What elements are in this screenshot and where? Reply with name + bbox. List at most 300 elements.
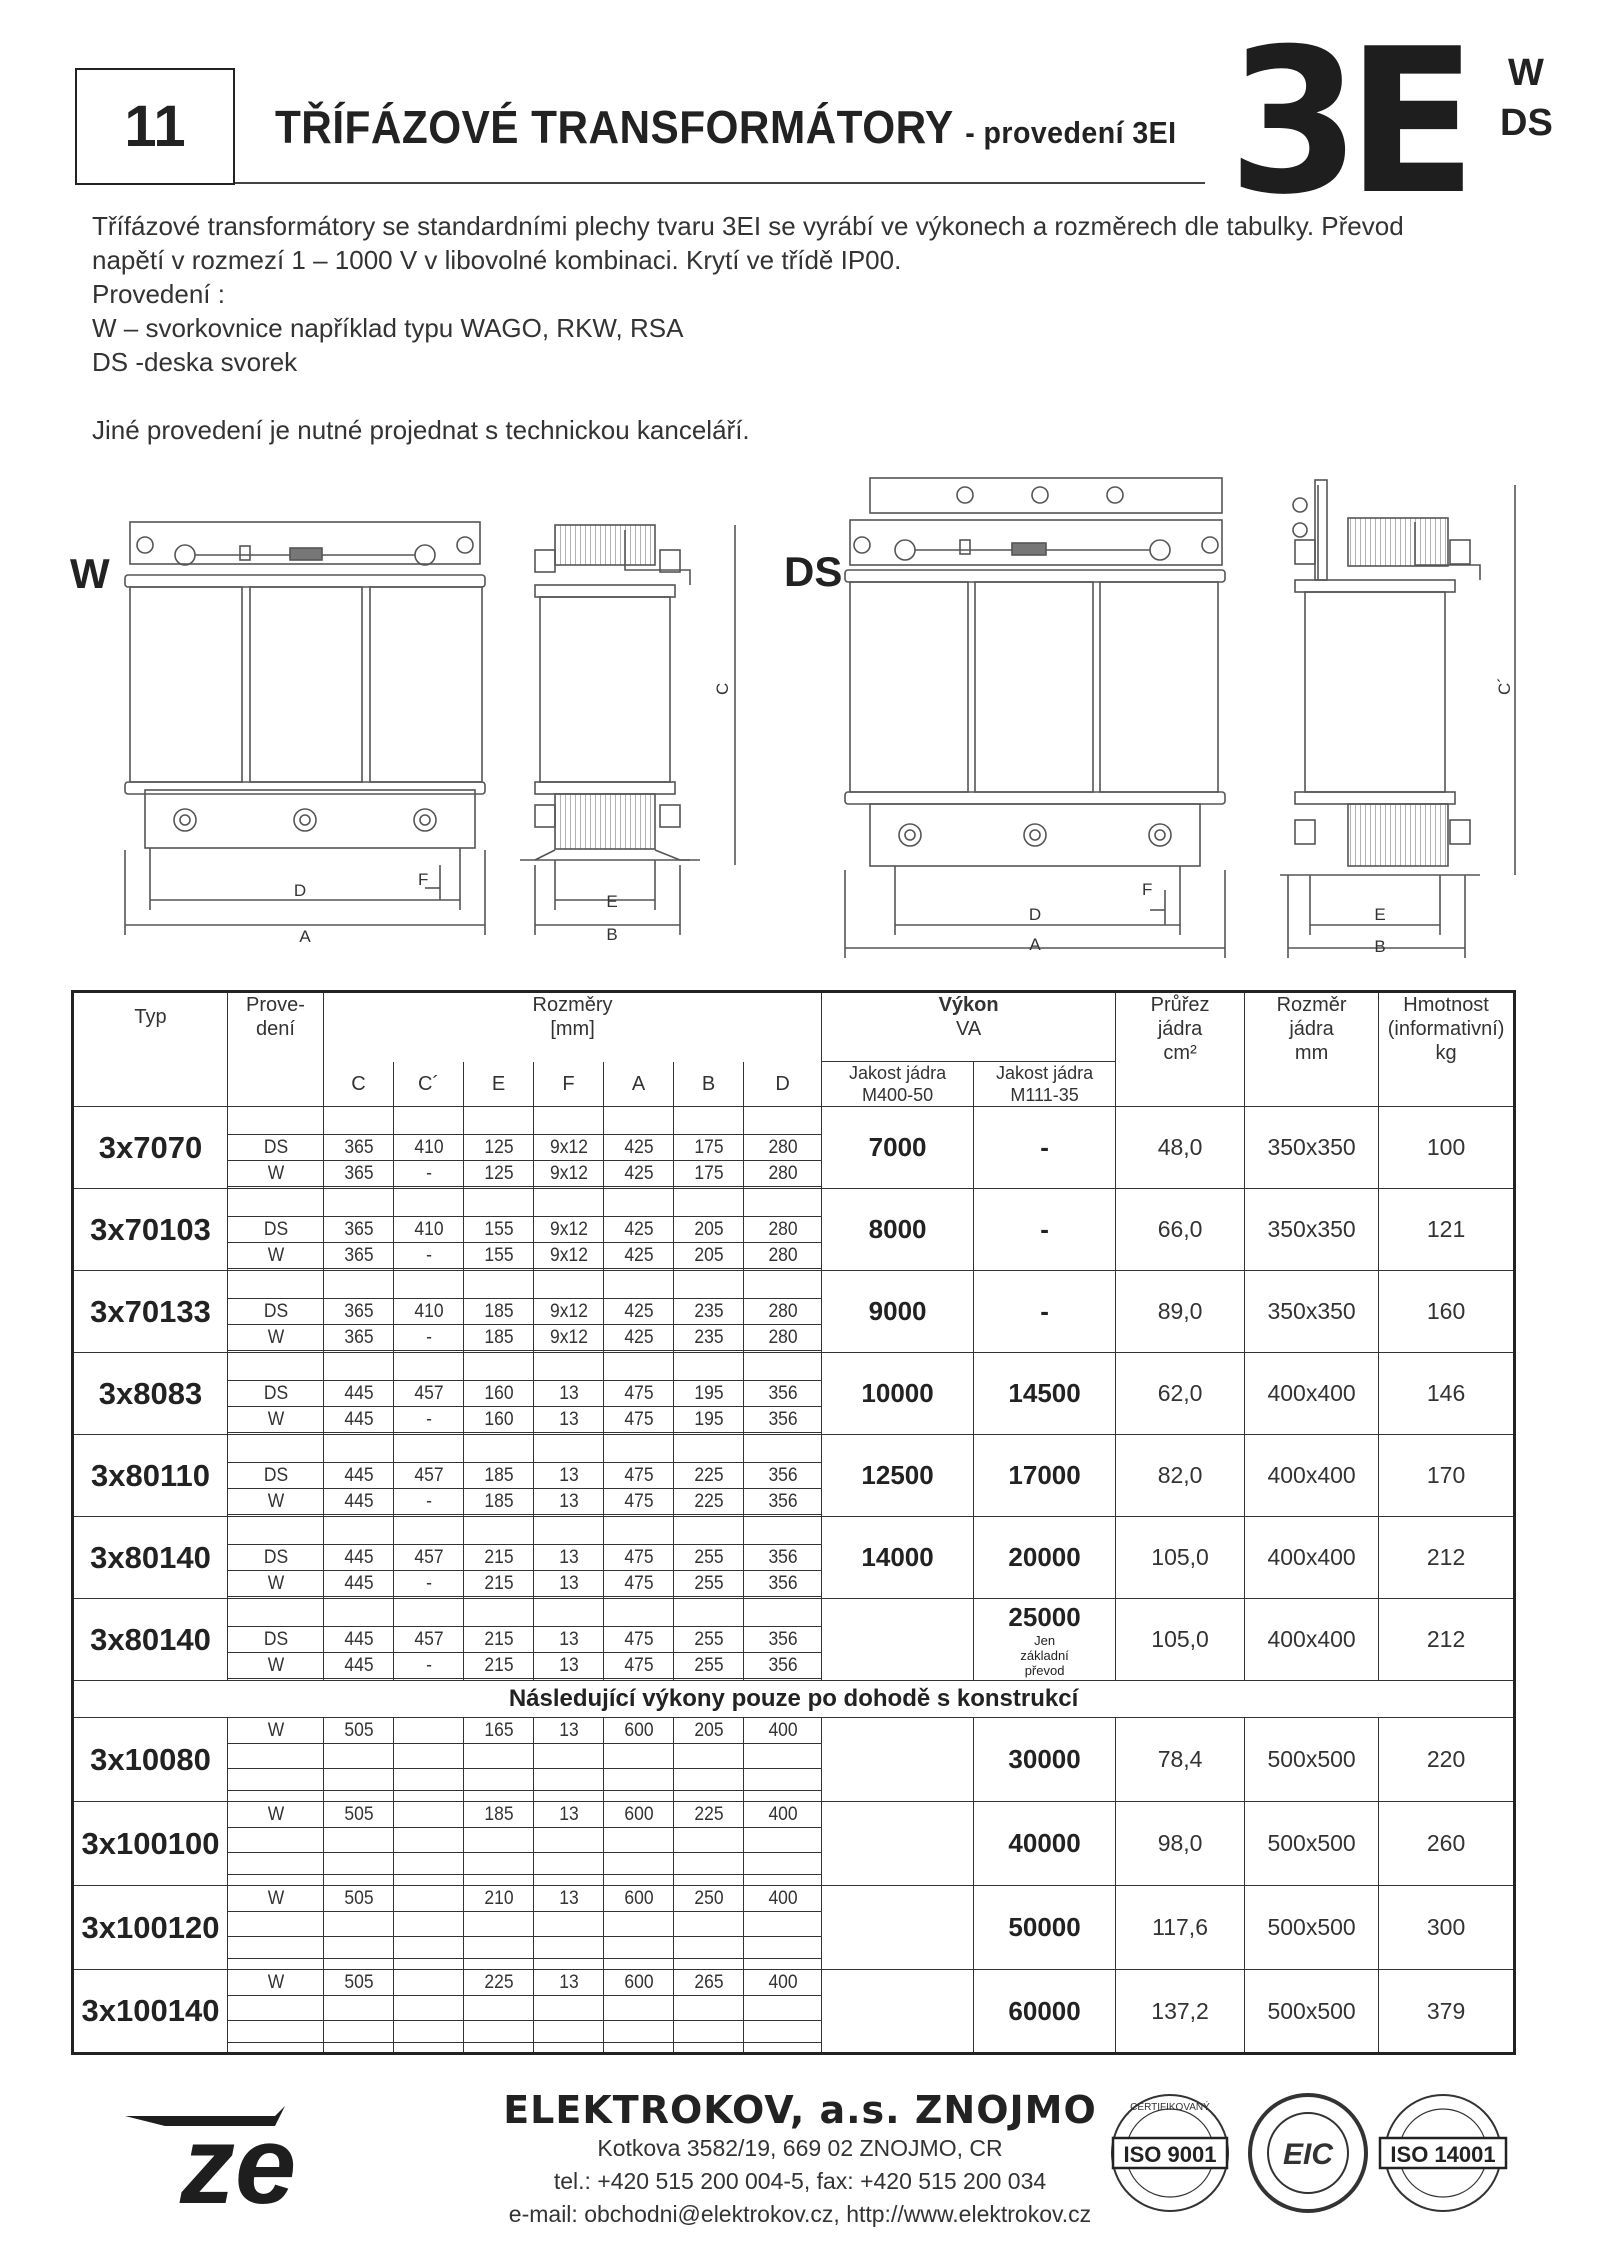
spacer-cell	[534, 2021, 604, 2043]
spacer-cell	[604, 1189, 674, 1217]
spacer-cell	[674, 1853, 744, 1875]
ze-logo-text: ze	[180, 2104, 297, 2213]
spacer-cell	[324, 1517, 394, 1545]
dim-cell: 600	[606, 1718, 670, 1744]
spacer-cell	[674, 1107, 744, 1135]
variant-cell: DS	[231, 1299, 319, 1325]
dim-b-ds: B	[1374, 937, 1386, 956]
dim-cell: 410	[396, 1299, 460, 1325]
dim-cell: -	[396, 1653, 460, 1679]
ze-logo	[125, 2098, 375, 2213]
variant-cell: DS	[231, 1627, 319, 1653]
spacer-cell	[464, 1517, 534, 1545]
dim-cell: 280	[747, 1243, 819, 1269]
company-block	[420, 2088, 1180, 2231]
spacer-cell	[464, 1599, 534, 1627]
dim-cell: 255	[676, 1545, 740, 1571]
spacer-cell	[324, 1875, 394, 1886]
dim-cell: 225	[676, 1489, 740, 1515]
spacer-cell	[744, 1435, 822, 1463]
weight-cell: 212	[1379, 1517, 1515, 1599]
spacer-cell	[674, 1769, 744, 1791]
variant-cell: W	[231, 1161, 319, 1187]
spacer-cell	[744, 1937, 822, 1959]
col-provedeni: Prove- dení	[228, 992, 324, 1107]
power-note: Jen základní převod	[1020, 1632, 1069, 1678]
weight-cell: 121	[1379, 1189, 1515, 1271]
table-row	[73, 1107, 1515, 1135]
table-body	[73, 1107, 1515, 2054]
eic-badge	[1250, 2095, 1366, 2211]
dim-cell: 255	[676, 1627, 740, 1653]
dim-cell: 410	[396, 1135, 460, 1161]
spacer-cell	[604, 1107, 674, 1135]
spacer-cell	[674, 1937, 744, 1959]
dim-cell: -	[396, 1407, 460, 1433]
cross-section-cell: 137,2	[1116, 1970, 1245, 2054]
spacer-cell	[604, 1599, 674, 1627]
dim-cell: 225	[466, 1970, 530, 1996]
dim-cell: 356	[747, 1653, 819, 1679]
type-cell: 3x100120	[73, 1886, 228, 1970]
power-m111: 60000	[974, 1970, 1116, 2054]
spacer-cell	[534, 1435, 604, 1463]
dim-cell: -	[396, 1489, 460, 1515]
weight-cell: 146	[1379, 1353, 1515, 1435]
spacer-cell	[674, 1189, 744, 1217]
spacer-cell	[604, 1937, 674, 1959]
dim-cell: 445	[326, 1545, 390, 1571]
spacer-cell	[394, 2021, 464, 2043]
dim-cell: 280	[747, 1325, 819, 1351]
power-m111-value: 20000	[1008, 1542, 1081, 1572]
spacer-cell	[604, 1959, 674, 1970]
dim-col-header: D	[744, 1062, 822, 1107]
spacer-cell	[604, 1271, 674, 1299]
spacer-cell	[394, 1828, 464, 1853]
core-size-cell: 350x350	[1245, 1189, 1379, 1271]
power-m111: 40000	[974, 1802, 1116, 1886]
dim-cell: 175	[676, 1161, 740, 1187]
table-row	[73, 1189, 1515, 1217]
company-email: e-mail: obchodni@elektrokov.cz, http://www.elektrokov.cz	[508, 2201, 1092, 2227]
spacer-cell	[228, 1107, 324, 1135]
brand-3e-text: 3E	[1228, 6, 1464, 239]
weight-cell: 100	[1379, 1107, 1515, 1189]
spacer-cell	[228, 1828, 324, 1853]
dim-cell: 410	[396, 1217, 460, 1243]
intro-note: Jiné provedení je nutné projednat s technickou kanceláří.	[92, 415, 750, 445]
spacer-cell	[534, 1912, 604, 1937]
spacer-cell	[228, 1959, 324, 1970]
col-vykon	[822, 992, 1116, 1062]
power-m111-value: -	[1040, 1132, 1049, 1162]
spacer-cell	[464, 1791, 534, 1802]
dim-d-w: D	[293, 881, 307, 900]
dim-cell: 125	[466, 1135, 530, 1161]
spacer-cell	[228, 1599, 324, 1627]
dim-cell: 9x12	[536, 1161, 600, 1187]
dim-cell: 457	[396, 1463, 460, 1489]
spacer-cell	[464, 1959, 534, 1970]
dim-cell: 445	[326, 1489, 390, 1515]
drawing-w-label: W	[70, 550, 110, 597]
dim-cell: 475	[606, 1463, 670, 1489]
table-row	[73, 1353, 1515, 1381]
w-front-view	[125, 522, 485, 848]
spacer-cell	[394, 1875, 464, 1886]
dim-cell: 457	[396, 1545, 460, 1571]
power-m400: 10000	[822, 1353, 974, 1435]
spacer-cell	[744, 1996, 822, 2021]
dim-cell: 600	[606, 1886, 670, 1912]
table-row	[73, 1886, 1515, 1912]
type-cell: 3x100100	[73, 1802, 228, 1886]
spacer-cell	[744, 2043, 822, 2054]
type-cell: 3x100140	[73, 1970, 228, 2054]
spacer-cell	[464, 1107, 534, 1135]
power-m111	[974, 1435, 1116, 1517]
ds-front-view	[845, 478, 1225, 866]
spacer-cell	[604, 2021, 674, 2043]
dim-cell: 365	[326, 1243, 390, 1269]
spacer-cell	[534, 1828, 604, 1853]
spacer-cell	[464, 1912, 534, 1937]
spacer-cell	[394, 1744, 464, 1769]
dim-cell: 185	[466, 1802, 530, 1828]
spacer-cell	[744, 1769, 822, 1791]
dim-cell: 255	[676, 1571, 740, 1597]
dim-cell: 505	[326, 1970, 390, 1996]
spacer-cell	[744, 1189, 822, 1217]
spacer-cell	[534, 1996, 604, 2021]
dim-f-ds: F	[1142, 880, 1153, 899]
core-size-cell: 500x500	[1245, 1886, 1379, 1970]
spacer-cell	[534, 1107, 604, 1135]
dim-cell: 13	[536, 1886, 600, 1912]
variant-cell: W	[231, 1886, 319, 1912]
spacer-cell	[674, 1353, 744, 1381]
spacer-cell	[324, 1744, 394, 1769]
intro-line: W – svorkovnice například typu WAGO, RKW, RSA	[92, 313, 684, 343]
company-address: Kotkova 3582/19, 669 02 ZNOJMO, CR	[597, 2135, 1003, 2161]
power-m400: 7000	[822, 1107, 974, 1189]
rozmery-unit: [mm]	[550, 1018, 595, 1040]
weight-cell: 220	[1379, 1718, 1515, 1802]
dim-cell: 600	[606, 1802, 670, 1828]
power-m111	[974, 1353, 1116, 1435]
dim-cell: 235	[676, 1325, 740, 1351]
eic-text: EIC	[1282, 2138, 1334, 2171]
dim-cell: 400	[747, 1718, 819, 1744]
dim-col-header: C´	[394, 1062, 464, 1107]
spacer-cell	[604, 1791, 674, 1802]
spacer-cell	[394, 1853, 464, 1875]
spacer-cell	[464, 1875, 534, 1886]
w-side-view	[520, 525, 700, 860]
spacer-cell	[604, 1996, 674, 2021]
spacer-cell	[534, 1959, 604, 1970]
variant-ds-mark: DS	[1500, 102, 1553, 144]
dim-cell	[396, 1802, 460, 1828]
iso-9001-badge	[1112, 2095, 1228, 2211]
dim-cell: -	[396, 1161, 460, 1187]
variant-cell: W	[231, 1489, 319, 1515]
table-row	[73, 1271, 1515, 1299]
core-size-cell: 350x350	[1245, 1271, 1379, 1353]
dim-cell: 205	[676, 1243, 740, 1269]
spacer-cell	[228, 1353, 324, 1381]
cross-section-cell: 62,0	[1116, 1353, 1245, 1435]
vykon-label: Výkon	[938, 994, 999, 1016]
spacer-cell	[394, 1937, 464, 1959]
spacer-cell	[744, 1353, 822, 1381]
weight-cell: 212	[1379, 1599, 1515, 1681]
dim-cell: 445	[326, 1571, 390, 1597]
dim-cell: 365	[326, 1217, 390, 1243]
dim-cell: 13	[536, 1381, 600, 1407]
col-rozmer-jadra: Rozměr jádra mm	[1245, 992, 1379, 1107]
spacer-cell	[674, 1912, 744, 1937]
dim-f-w: F	[418, 870, 429, 889]
power-m400	[822, 1970, 974, 2054]
dim-cell: 475	[606, 1381, 670, 1407]
dim-cell	[396, 1718, 460, 1744]
dim-cell: 175	[676, 1135, 740, 1161]
spacer-cell	[324, 1853, 394, 1875]
spacer-cell	[534, 1769, 604, 1791]
spacer-cell	[228, 1937, 324, 1959]
iso-14001-badge	[1380, 2095, 1506, 2211]
dim-c: C	[713, 682, 732, 695]
table-row	[73, 1599, 1515, 1627]
spacer-cell	[228, 1875, 324, 1886]
spacer-cell	[744, 1107, 822, 1135]
spacer-cell	[674, 1959, 744, 1970]
spacer-cell	[324, 1189, 394, 1217]
dim-cell: 155	[466, 1217, 530, 1243]
dim-cell: 155	[466, 1243, 530, 1269]
spacer-cell	[744, 1791, 822, 1802]
dim-cell: 160	[466, 1407, 530, 1433]
dim-col-header: C	[324, 1062, 394, 1107]
variant-cell: W	[231, 1243, 319, 1269]
spacer-cell	[228, 1189, 324, 1217]
type-cell: 3x80110	[73, 1435, 228, 1517]
dim-cell: 165	[466, 1718, 530, 1744]
dim-cell: 425	[606, 1243, 670, 1269]
weight-cell: 260	[1379, 1802, 1515, 1886]
spacer-cell	[228, 1517, 324, 1545]
dim-d-ds: D	[1028, 905, 1042, 924]
spacer-cell	[464, 1744, 534, 1769]
dim-cell: 13	[536, 1571, 600, 1597]
spacer-cell	[674, 1791, 744, 1802]
spacer-cell	[228, 1791, 324, 1802]
spacer-cell	[324, 1107, 394, 1135]
dim-cell: 425	[606, 1217, 670, 1243]
dim-cell: 185	[466, 1463, 530, 1489]
brand-3e-logo	[1228, 6, 1488, 239]
power-m111-value: 25000	[1008, 1601, 1081, 1632]
dim-cell: 13	[536, 1718, 600, 1744]
spacer-cell	[604, 1828, 674, 1853]
core-size-cell: 400x400	[1245, 1517, 1379, 1599]
type-cell: 3x7070	[73, 1107, 228, 1189]
dim-cell: 365	[326, 1325, 390, 1351]
dim-cell: 457	[396, 1381, 460, 1407]
dim-cell: 365	[326, 1161, 390, 1187]
dim-cell: 210	[466, 1886, 530, 1912]
spacer-cell	[228, 1435, 324, 1463]
spacer-cell	[744, 1875, 822, 1886]
core-size-cell: 350x350	[1245, 1107, 1379, 1189]
spacer-cell	[604, 1875, 674, 1886]
dim-cell: 445	[326, 1381, 390, 1407]
core-size-cell: 400x400	[1245, 1353, 1379, 1435]
cross-section-cell: 66,0	[1116, 1189, 1245, 1271]
dim-cell: 280	[747, 1161, 819, 1187]
dim-cell: 265	[676, 1970, 740, 1996]
spacer-cell	[228, 2021, 324, 2043]
spacer-cell	[394, 1996, 464, 2021]
dim-cell: 445	[326, 1627, 390, 1653]
spacer-cell	[394, 1769, 464, 1791]
spacer-cell	[534, 1791, 604, 1802]
cross-section-cell: 117,6	[1116, 1886, 1245, 1970]
cross-section-cell: 89,0	[1116, 1271, 1245, 1353]
dim-cell: 475	[606, 1627, 670, 1653]
dim-cell: 185	[466, 1325, 530, 1351]
variant-cell: W	[231, 1407, 319, 1433]
dim-cell: 215	[466, 1571, 530, 1597]
dim-cell: 235	[676, 1299, 740, 1325]
dim-cell: 225	[676, 1802, 740, 1828]
spacer-cell	[464, 1353, 534, 1381]
spacer-cell	[228, 1996, 324, 2021]
spacer-cell	[228, 1769, 324, 1791]
dim-cell: 13	[536, 1489, 600, 1515]
dim-cell: 475	[606, 1407, 670, 1433]
spacer-cell	[534, 1875, 604, 1886]
table-row	[73, 1517, 1515, 1545]
spacer-cell	[744, 1959, 822, 1970]
power-m111: 30000	[974, 1718, 1116, 1802]
cross-section-cell: 105,0	[1116, 1517, 1245, 1599]
dim-cell: 215	[466, 1627, 530, 1653]
spacer-cell	[324, 1271, 394, 1299]
spacer-cell	[324, 2043, 394, 2054]
variant-cell: W	[231, 1653, 319, 1679]
jakost-m111: Jakost jádra M111-35	[974, 1062, 1116, 1107]
core-size-cell: 500x500	[1245, 1970, 1379, 2054]
spacer-cell	[464, 1435, 534, 1463]
dim-cell: 280	[747, 1299, 819, 1325]
drawing-ds-label: DS	[784, 548, 843, 595]
dim-cell: 9x12	[536, 1325, 600, 1351]
intro-line: napětí v rozmezí 1 – 1000 V v libovolné kombinaci. Krytí ve třídě IP00.	[92, 245, 902, 275]
dim-cell: 365	[326, 1135, 390, 1161]
weight-cell: 300	[1379, 1886, 1515, 1970]
variant-cell: DS	[231, 1381, 319, 1407]
dim-cell: 9x12	[536, 1299, 600, 1325]
spacer-cell	[674, 1599, 744, 1627]
variant-w-mark: W	[1508, 52, 1544, 94]
spacer-cell	[464, 1853, 534, 1875]
dim-cell: 365	[326, 1299, 390, 1325]
spacer-cell	[674, 1744, 744, 1769]
spacer-cell	[394, 1271, 464, 1299]
spacer-cell	[464, 1937, 534, 1959]
intro-line: DS -deska svorek	[92, 347, 298, 377]
spacer-cell	[324, 1996, 394, 2021]
dim-cell: 475	[606, 1545, 670, 1571]
power-m400	[822, 1599, 974, 1681]
variant-cell: DS	[231, 1463, 319, 1489]
dim-cell	[396, 1886, 460, 1912]
dim-b-w: B	[606, 925, 618, 944]
cross-section-cell: 105,0	[1116, 1599, 1245, 1681]
power-m111: 50000	[974, 1886, 1116, 1970]
spacer-cell	[604, 2043, 674, 2054]
dim-cell: 425	[606, 1299, 670, 1325]
cert-ring-text: CERTIFIKOVANÝ	[1130, 2102, 1210, 2113]
dim-cell: 445	[326, 1653, 390, 1679]
dim-col-header: A	[604, 1062, 674, 1107]
spacer-cell	[464, 1828, 534, 1853]
power-m111	[974, 1107, 1116, 1189]
table-row	[73, 1435, 1515, 1463]
dim-cell: 13	[536, 1970, 600, 1996]
spacer-cell	[324, 1435, 394, 1463]
spacer-cell	[228, 1271, 324, 1299]
type-cell: 3x8083	[73, 1353, 228, 1435]
variant-cell: W	[231, 1571, 319, 1597]
dim-cell: 13	[536, 1463, 600, 1489]
spacer-cell	[534, 1853, 604, 1875]
dim-cell: 185	[466, 1489, 530, 1515]
dim-cell: 400	[747, 1886, 819, 1912]
dim-cell: 13	[536, 1653, 600, 1679]
dim-cell: 475	[606, 1489, 670, 1515]
spacer-cell	[464, 1769, 534, 1791]
power-m111-value: -	[1040, 1296, 1049, 1326]
variant-cell: W	[231, 1970, 319, 1996]
core-size-cell: 400x400	[1245, 1599, 1379, 1681]
power-m111-value: -	[1040, 1214, 1049, 1244]
weight-cell: 160	[1379, 1271, 1515, 1353]
cross-section-cell: 48,0	[1116, 1107, 1245, 1189]
intro-line: Třífázové transformátory se standardními plechy tvaru 3EI se vyrábí ve výkonech a rozměrech dle tabulky. Převod	[92, 211, 1404, 241]
dim-cell: 205	[676, 1217, 740, 1243]
power-m111	[974, 1517, 1116, 1599]
spacer-cell	[604, 1353, 674, 1381]
variant-cell: W	[231, 1325, 319, 1351]
spacer-cell	[324, 1791, 394, 1802]
note-cell: Následující výkony pouze po dohodě s konstrukcí	[73, 1681, 1515, 1718]
spacer-cell	[744, 1828, 822, 1853]
dim-e-w: E	[606, 892, 618, 911]
core-size-cell: 500x500	[1245, 1718, 1379, 1802]
dim-cell: 160	[466, 1381, 530, 1407]
dim-cell: 356	[747, 1407, 819, 1433]
spacer-cell	[228, 1744, 324, 1769]
type-cell: 3x10080	[73, 1718, 228, 1802]
col-typ: Typ	[73, 992, 228, 1107]
spacer-cell	[674, 1517, 744, 1545]
dim-cell: 9x12	[536, 1135, 600, 1161]
dim-cell: 445	[326, 1463, 390, 1489]
